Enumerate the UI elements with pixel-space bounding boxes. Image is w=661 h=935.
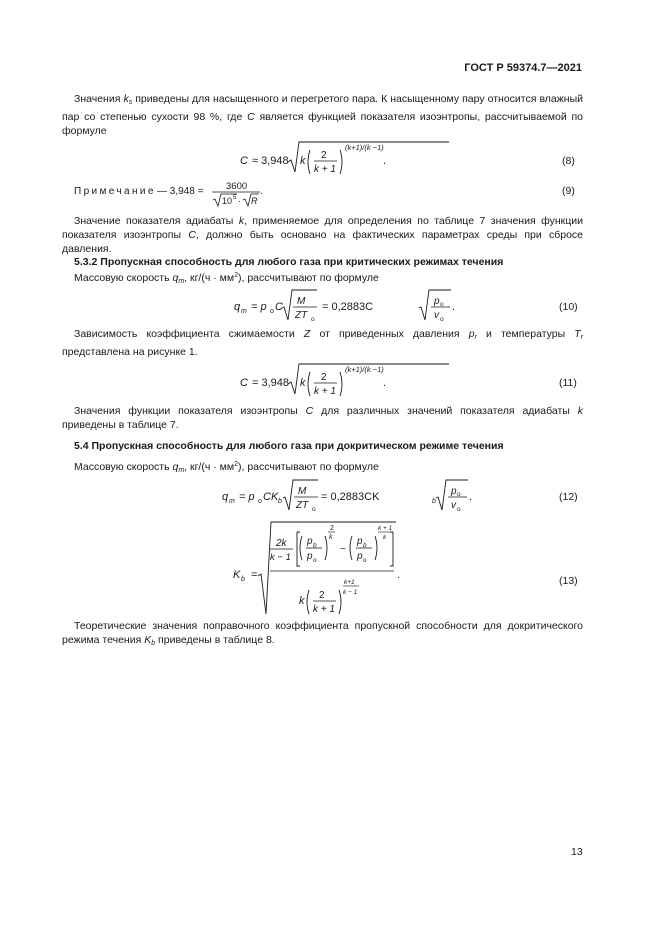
symbol-k: k bbox=[238, 215, 245, 227]
paren-right bbox=[340, 372, 342, 396]
text: Массовую скорость bbox=[74, 272, 170, 285]
equation-13 bbox=[62, 518, 583, 618]
section-5-3-2 bbox=[62, 255, 583, 289]
paren-left bbox=[307, 590, 309, 614]
symbol-sub: r bbox=[580, 334, 584, 341]
paragraph-isentropic bbox=[62, 404, 583, 432]
eq10-dot: . bbox=[452, 301, 456, 313]
symbol-c: С bbox=[247, 111, 255, 124]
text: Значение показателя адиабаты bbox=[74, 215, 234, 227]
paren-left bbox=[300, 536, 302, 560]
eq13-pb-sub-2: b bbox=[363, 542, 367, 549]
text: приведены в таблице 8. bbox=[158, 634, 275, 647]
paren-right bbox=[340, 150, 342, 174]
symbol-z: Z bbox=[303, 328, 311, 340]
eq10-zt: ZT bbox=[295, 310, 308, 321]
paren-left bbox=[350, 536, 352, 560]
eq12-m: M bbox=[298, 486, 307, 497]
eq13-two: 2 bbox=[319, 590, 325, 601]
eq13-dot: . bbox=[397, 569, 401, 581]
eq11-den: k + 1 bbox=[314, 386, 336, 397]
eq13-pb-sub: b bbox=[313, 542, 317, 549]
eq8-two: 2 bbox=[321, 150, 327, 161]
paren-left bbox=[308, 372, 310, 396]
formula-8 bbox=[62, 140, 583, 180]
text: ), рассчитывают по формуле bbox=[238, 461, 379, 473]
symbol-k: K bbox=[144, 634, 152, 647]
text: , кг/(ч · мм bbox=[184, 272, 235, 285]
text: , должно быть основано на фактических параметрах среды при сбросе давления. bbox=[62, 229, 583, 256]
text: и температуры bbox=[486, 328, 566, 340]
note-num: 3600 bbox=[226, 181, 248, 192]
document-header: ГОСТ Р 59374.7—2021 bbox=[464, 62, 582, 74]
eq10-zt-sub: o bbox=[311, 316, 315, 323]
paren-right bbox=[339, 590, 341, 614]
text: Массовую скорость bbox=[74, 461, 170, 473]
eq8-den: k + 1 bbox=[314, 164, 336, 175]
eq13-exp1: 2 bbox=[330, 525, 334, 532]
eq8-lhs: C bbox=[240, 155, 248, 167]
eq12-ck: CK bbox=[263, 491, 279, 503]
eq12-p-sub: o bbox=[457, 491, 461, 498]
eq12-lhs: q bbox=[222, 491, 229, 503]
eq12-number: (12) bbox=[559, 491, 578, 503]
eq13-k: k bbox=[299, 595, 305, 607]
symbol-k: k bbox=[123, 93, 129, 105]
eq12-zt: ZT bbox=[296, 500, 309, 511]
eq10-v: v bbox=[434, 310, 439, 321]
sqrt-sign bbox=[258, 522, 396, 614]
text: ), рассчитывают по формуле bbox=[238, 272, 379, 285]
symbol-k: k bbox=[577, 405, 583, 417]
eq11-lhs: C bbox=[240, 377, 248, 389]
text: от приведенных давления bbox=[319, 328, 460, 340]
symbol-c: C bbox=[305, 405, 314, 417]
eq10-lhs: q bbox=[234, 301, 241, 313]
note-9 bbox=[62, 178, 583, 212]
paragraph-ks-values bbox=[62, 92, 583, 139]
symbol-sub: r bbox=[474, 334, 477, 341]
page-number: 13 bbox=[571, 846, 583, 858]
section-5-4 bbox=[62, 439, 583, 453]
text: для различных значений показателя адиабаты bbox=[321, 405, 570, 417]
bracket-right bbox=[390, 532, 393, 566]
equation-8 bbox=[62, 140, 583, 180]
eq13-po-sub: o bbox=[313, 557, 317, 564]
note-den-b: · bbox=[238, 196, 241, 206]
formula-13 bbox=[62, 518, 583, 618]
eq11-k: k bbox=[300, 377, 306, 389]
eq13-po-sub-2: o bbox=[363, 557, 367, 564]
eq8-rel: ≈ 3,948 bbox=[252, 155, 289, 167]
eq13-2k: 2k bbox=[276, 538, 287, 549]
eq12-v: v bbox=[451, 500, 456, 511]
equation-11 bbox=[62, 360, 583, 400]
eq13-lhs-sub: b bbox=[241, 576, 245, 583]
eq13-po-2: p bbox=[357, 551, 363, 562]
eq12-dot: . bbox=[469, 491, 473, 503]
eq13-pb-2: p bbox=[357, 536, 363, 547]
note-dot: . bbox=[260, 186, 263, 197]
eq10-p: p bbox=[434, 296, 440, 307]
paragraph-adiabatic bbox=[62, 214, 583, 257]
superscript: 2 bbox=[234, 461, 238, 468]
note-den-exp: 5 bbox=[233, 195, 237, 201]
eq13-number: (13) bbox=[559, 575, 578, 587]
eq13-exp3-den: k − 1 bbox=[343, 589, 358, 596]
eq13-exp1-den: k bbox=[329, 534, 333, 541]
eq10-mid: = 0,2883C bbox=[322, 301, 374, 313]
eq12-p: p bbox=[451, 486, 457, 497]
symbol-c: C bbox=[188, 229, 196, 242]
eq10-lhs-sub: m bbox=[241, 308, 247, 315]
eq10-p-sub: o bbox=[440, 301, 444, 308]
eq12-ck-sub: b bbox=[278, 498, 282, 505]
symbol-q: q bbox=[172, 272, 179, 285]
eq12-zt-sub: o bbox=[312, 506, 316, 513]
eq8-dot: . bbox=[383, 155, 387, 167]
bracket-left bbox=[297, 532, 300, 566]
note-dash: — 3,948 = bbox=[157, 186, 204, 197]
eq12-rel: = p bbox=[239, 491, 255, 503]
text: приведены для насыщенного и перегретого пара. К насыщенному пару относится влажный пар со степенью сухости 98 %, где bbox=[62, 93, 583, 124]
eq13-po: p bbox=[307, 551, 313, 562]
text: Зависимость коэффициента сжимаемости bbox=[74, 328, 295, 340]
section-heading: 5.3.2 Пропускная способность для любого газа при критических режимах течения bbox=[74, 256, 504, 268]
eq10-number: (10) bbox=[559, 301, 578, 313]
text: Значения bbox=[74, 93, 121, 105]
eq8-number: (8) bbox=[562, 155, 575, 167]
symbol-t: T bbox=[574, 328, 581, 340]
symbol-sub: s bbox=[128, 99, 133, 106]
text: является функцией показателя изоэнтропы, рассчитываемой по формуле bbox=[62, 111, 583, 138]
paragraph-compressibility bbox=[62, 327, 583, 359]
eq10-m: M bbox=[297, 296, 306, 307]
paren-left bbox=[308, 150, 310, 174]
symbol-p: p bbox=[468, 328, 475, 340]
eq13-exp3-num: k+1 bbox=[344, 579, 355, 586]
text: Теоретические значения поправочного коэффициента пропускной способности для докритического режима течения bbox=[62, 620, 583, 647]
eq12-lhs-sub: m bbox=[229, 498, 235, 505]
symbol-sub: m bbox=[178, 467, 185, 474]
eq10-rel: = p bbox=[251, 301, 267, 313]
section-heading: 5.4 Пропускная способность для любого газа при докритическом режиме течения bbox=[74, 440, 504, 452]
eq13-exp2-den: k bbox=[383, 534, 387, 541]
note9-number: (9) bbox=[562, 185, 575, 197]
eq11-exp: (k+1)/(k −1) bbox=[345, 365, 384, 374]
eq12-mid: = 0,2883CK bbox=[321, 491, 380, 503]
eq13-pb: p bbox=[307, 536, 313, 547]
eq11-rel: = 3,948 bbox=[252, 377, 290, 389]
eq8-exp: (k+1)/(k −1) bbox=[345, 143, 384, 152]
eq13-km1: k − 1 bbox=[270, 552, 291, 563]
formula-9 bbox=[62, 178, 583, 212]
eq11-two: 2 bbox=[321, 372, 327, 383]
note-den-a: 10 bbox=[222, 196, 233, 206]
text: , применяемое для определения по таблице 7 значения функции показателя изоэнтропы bbox=[62, 215, 584, 242]
eq13-den: k + 1 bbox=[313, 604, 335, 615]
eq12-v-sub: o bbox=[457, 506, 461, 513]
formula-10 bbox=[62, 286, 583, 326]
superscript: 2 bbox=[234, 272, 238, 280]
eq13-minus: − bbox=[340, 544, 346, 555]
text: представлена на рисунке 1. bbox=[62, 346, 198, 359]
symbol-sub: b bbox=[151, 640, 156, 648]
paren-right bbox=[375, 536, 377, 560]
eq13-exp2-num: k + 1 bbox=[378, 525, 393, 532]
eq11-dot: . bbox=[383, 377, 387, 389]
text: Значения функции показателя изоэнтропы bbox=[74, 405, 298, 417]
note-label: Примечание bbox=[74, 186, 156, 197]
formula-12 bbox=[62, 476, 583, 518]
eq11-number: (11) bbox=[559, 377, 577, 389]
note-den-r: R bbox=[251, 196, 258, 206]
eq12-rel-sub: o bbox=[258, 498, 262, 505]
text: , кг/(ч · мм bbox=[184, 461, 235, 473]
eq10-v-sub: o bbox=[440, 316, 444, 323]
eq12-mid-sub: b bbox=[432, 498, 436, 505]
eq13-rel: = bbox=[251, 569, 258, 581]
symbol-q: q bbox=[172, 461, 179, 473]
text: приведены в таблице 7. bbox=[62, 419, 179, 432]
paragraph-theoretical bbox=[62, 619, 583, 651]
paren-right bbox=[325, 536, 327, 560]
eq8-k: k bbox=[300, 155, 306, 167]
equation-10 bbox=[62, 286, 583, 326]
formula-11 bbox=[62, 360, 583, 400]
equation-12 bbox=[62, 476, 583, 518]
eq10-c: C bbox=[275, 301, 283, 313]
symbol-sub: m bbox=[178, 278, 185, 286]
eq13-lhs: K bbox=[233, 569, 241, 581]
eq10-rel-sub: o bbox=[270, 308, 274, 315]
